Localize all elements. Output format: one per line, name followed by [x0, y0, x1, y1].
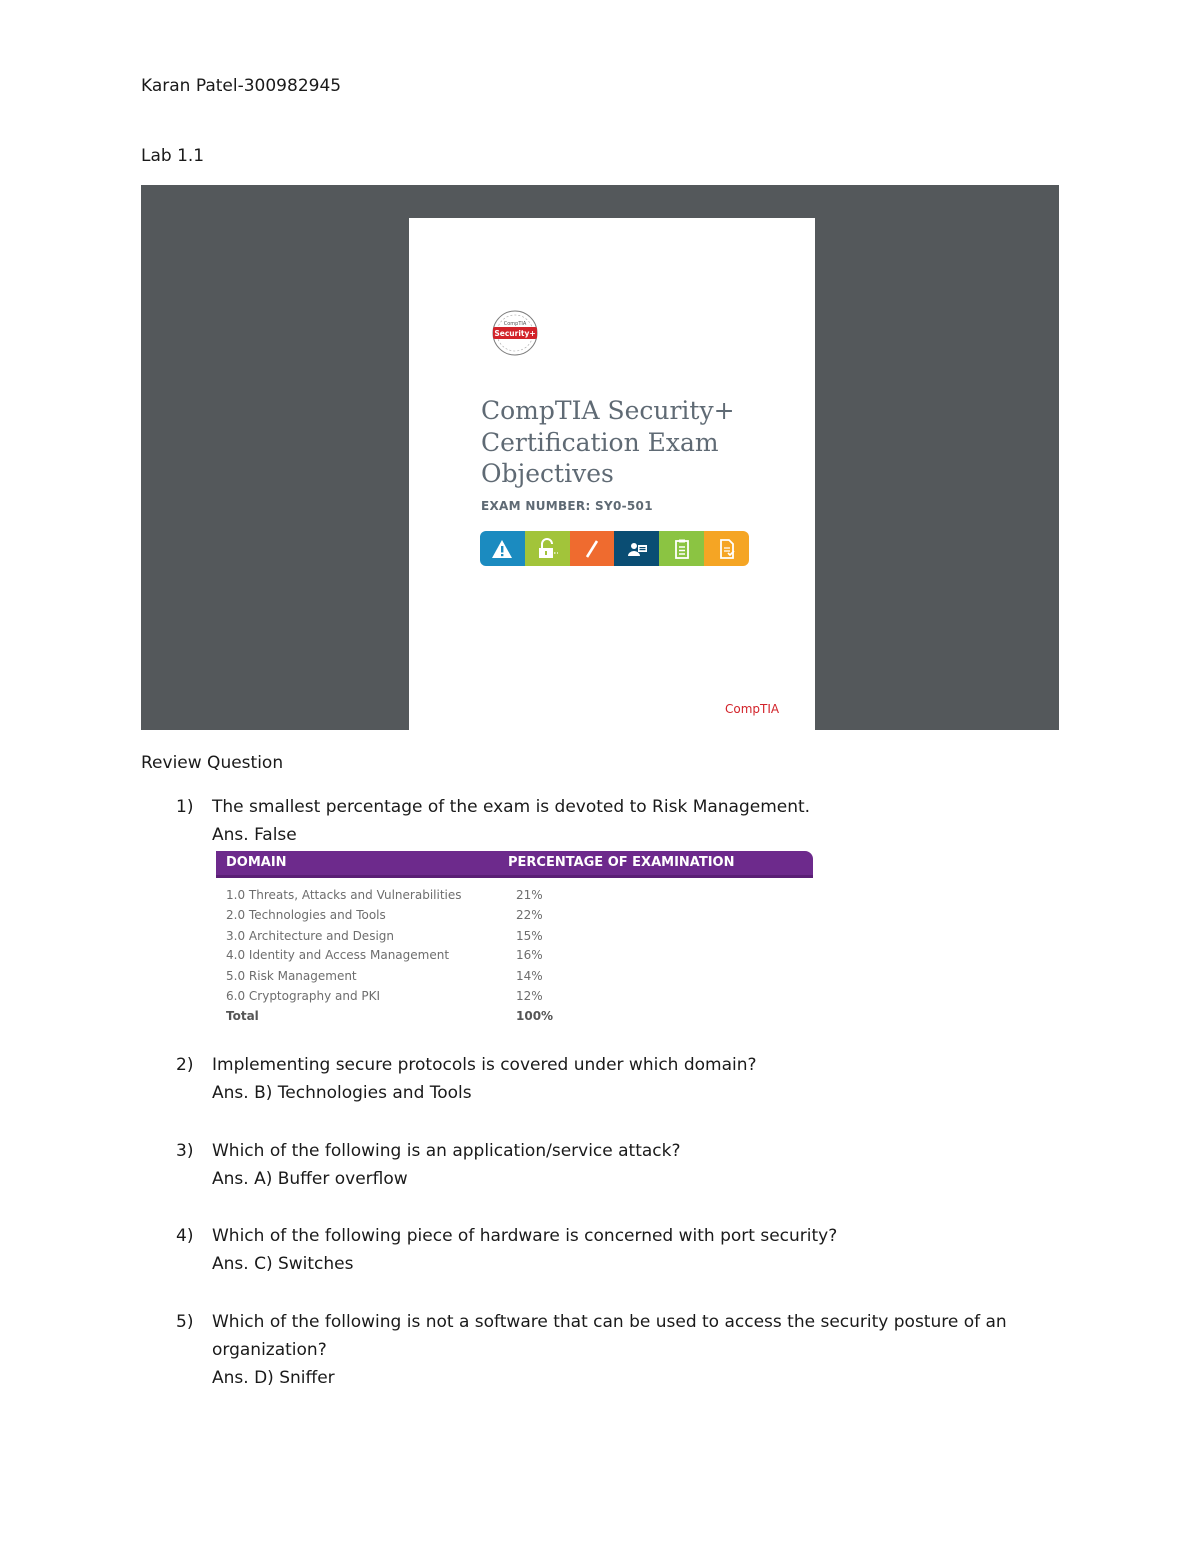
warning-icon — [480, 531, 525, 566]
lab-title: Lab 1.1 — [141, 146, 205, 166]
question-number: 2) — [176, 1055, 194, 1075]
question-2 — [176, 1055, 757, 1075]
answer-5: Ans. D) Sniffer — [212, 1368, 335, 1388]
row-domain: 6.0 Cryptography and PKI — [226, 989, 381, 1003]
table-row — [226, 989, 543, 1003]
author-line: Karan Patel-300982945 — [141, 76, 342, 96]
row-domain: 2.0 Technologies and Tools — [226, 908, 386, 922]
row-domain: Total — [226, 1009, 259, 1023]
row-pct: 12% — [516, 989, 543, 1003]
question-5-continued: organization? — [212, 1340, 327, 1360]
row-pct: 15% — [516, 929, 543, 943]
row-pct: 14% — [516, 969, 543, 983]
question-number: 1) — [176, 797, 194, 817]
exam-number: EXAM NUMBER: SY0-501 — [481, 499, 653, 513]
answer-2: Ans. B) Technologies and Tools — [212, 1083, 472, 1103]
question-5 — [176, 1312, 1007, 1332]
table-row — [226, 908, 543, 922]
cover-title-line-1: CompTIA Security+ — [481, 396, 735, 425]
question-text: Which of the following is an application/service attack? — [212, 1141, 681, 1161]
exam-objectives-screenshot — [141, 185, 1059, 730]
answer-4: Ans. C) Switches — [212, 1254, 354, 1274]
question-text: Which of the following piece of hardware is concerned with port security? — [212, 1226, 838, 1246]
question-number: 5) — [176, 1312, 194, 1332]
table-row-total — [226, 1009, 554, 1023]
question-1 — [176, 797, 810, 817]
answer-3: Ans. A) Buffer overflow — [212, 1169, 408, 1189]
answer-1: Ans. False — [212, 825, 297, 845]
question-text: The smallest percentage of the exam is devoted to Risk Management. — [212, 797, 811, 817]
question-text: Implementing secure protocols is covered under which domain? — [212, 1055, 757, 1075]
pen-icon — [570, 531, 615, 566]
lock-icon — [525, 531, 570, 566]
cover-title-line-2: Certification Exam — [481, 428, 719, 457]
header-domain: DOMAIN — [226, 855, 287, 870]
comptia-logo: CompTIA — [725, 702, 780, 716]
question-number: 3) — [176, 1141, 194, 1161]
question-number: 4) — [176, 1226, 194, 1246]
row-domain: 3.0 Architecture and Design — [226, 929, 394, 943]
svg-text:Security+: Security+ — [494, 329, 536, 338]
document-icon — [704, 531, 749, 566]
domain-icon-strip — [480, 531, 749, 566]
table-row — [226, 948, 543, 962]
row-domain: 1.0 Threats, Attacks and Vulnerabilities — [226, 888, 462, 902]
row-domain: 5.0 Risk Management — [226, 969, 357, 983]
domain-percentage-table — [216, 851, 813, 1023]
question-4 — [176, 1226, 837, 1246]
table-header — [216, 851, 813, 878]
row-pct: 16% — [516, 948, 543, 962]
question-text: Which of the following is not a software that can be used to access the security posture of an — [212, 1312, 1007, 1332]
header-percentage: PERCENTAGE OF EXAMINATION — [508, 855, 735, 870]
pdf-cover-page — [409, 218, 815, 730]
question-3 — [176, 1141, 681, 1161]
table-row — [226, 969, 543, 983]
clipboard-icon — [659, 531, 704, 566]
cover-title-line-3: Objectives — [481, 459, 614, 488]
row-domain: 4.0 Identity and Access Management — [226, 948, 450, 962]
row-pct: 22% — [516, 908, 543, 922]
row-pct: 21% — [516, 888, 543, 902]
table-row — [226, 888, 543, 902]
svg-text:CompTIA: CompTIA — [503, 321, 527, 327]
users-icon — [614, 531, 659, 566]
row-pct: 100% — [516, 1009, 554, 1023]
security-plus-badge-logo — [487, 308, 543, 358]
table-row — [226, 929, 543, 943]
section-title: Review Question — [141, 753, 284, 773]
